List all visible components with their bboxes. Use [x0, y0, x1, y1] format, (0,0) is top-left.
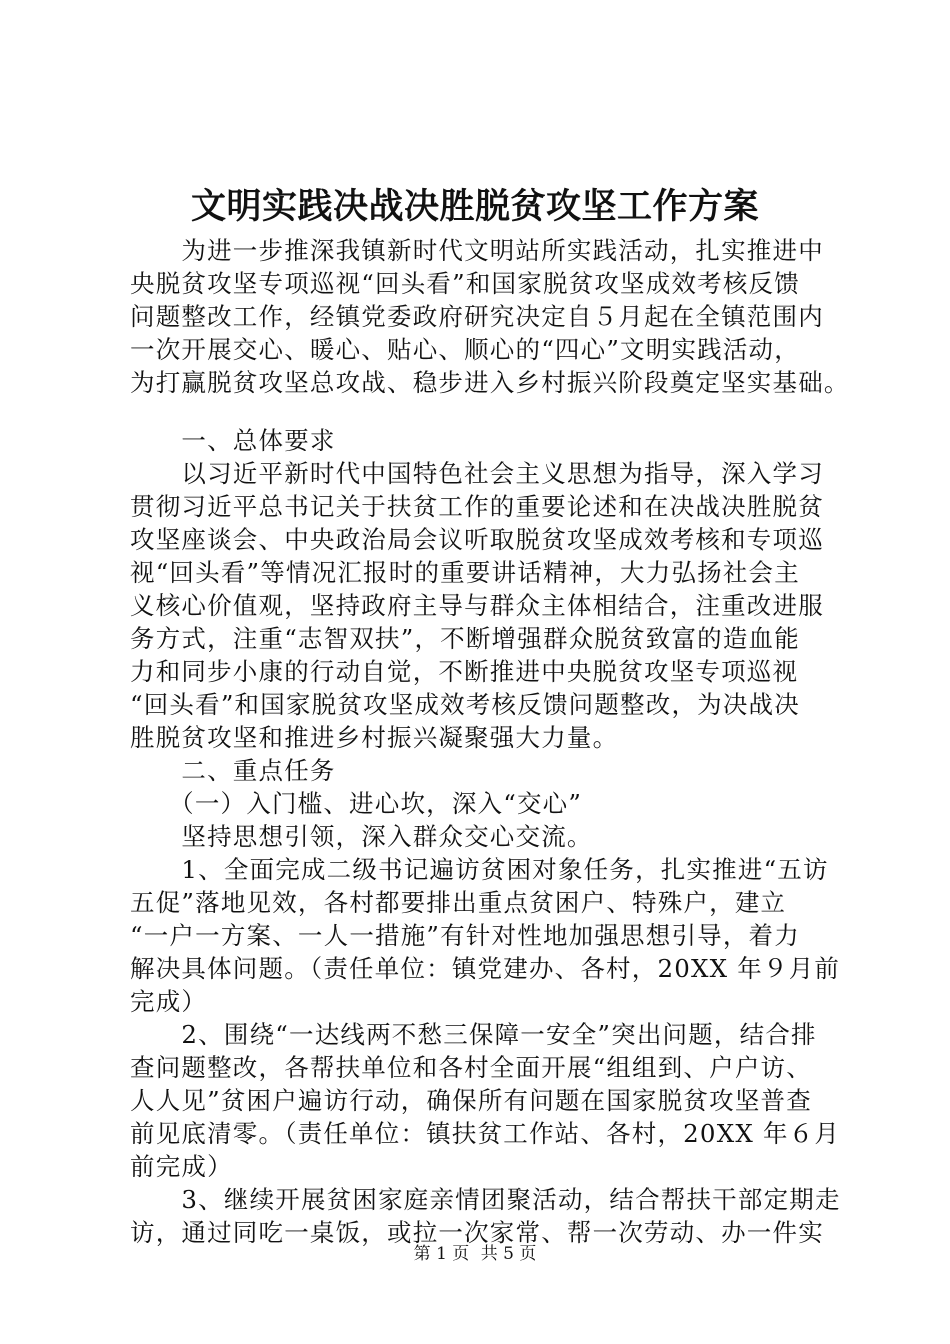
text-line: 访，通过同吃一桌饭，或拉一次家常、帮一次劳动、办一件实: [130, 1218, 824, 1247]
blank-line: [130, 399, 840, 424]
text-line: 央脱贫攻坚专项巡视“回头看”和国家脱贫攻坚成效考核反馈: [130, 269, 800, 298]
page-footer: [0, 1242, 950, 1266]
text-line: 一次开展交心、暖心、贴心、顺心的“四心”文明实践活动，: [130, 335, 800, 364]
text-line: 胜脱贫攻坚和推进乡村振兴凝聚强大力量。: [130, 723, 619, 752]
text-line: 视“回头看”等情况汇报时的重要讲话精神，大力弘扬社会主: [130, 558, 800, 587]
text-line: 务方式，注重“志智双扶”，不断增强群众脱贫致富的造血能: [130, 624, 800, 653]
text-line: 二、重点任务: [130, 756, 336, 785]
text-line: “一户一方案、一人一措施”有针对性地加强思想引导，着力: [130, 921, 800, 950]
text-line: 完成）: [130, 987, 208, 1016]
text-line: 攻坚座谈会、中央政治局会议听取脱贫攻坚成效考核和专项巡: [130, 525, 824, 554]
text-line: 3、继续开展贫困家庭亲情团聚活动，结合帮扶干部定期走: [130, 1185, 841, 1214]
text-line: 1、全面完成二级书记遍访贫困对象任务，扎实推进“五访: [130, 855, 829, 884]
text-line: “回头看”和国家脱贫攻坚成效考核反馈问题整改，为决战决: [130, 690, 800, 719]
text-line: 为进一步推深我镇新时代文明站所实践活动，扎实推进中: [130, 236, 824, 265]
text-line: 义核心价值观，坚持政府主导与群众主体相结合，注重改进服: [130, 591, 824, 620]
text-line: 前完成）: [130, 1152, 233, 1181]
text-line: 2、围绕“一达线两不愁三保障一安全”突出问题，结合排: [130, 1020, 817, 1049]
text-line: 坚持思想引领，深入群众交心交流。: [130, 822, 593, 851]
text-line: 五促”落地见效，各村都要排出重点贫困户、特殊户，建立: [130, 888, 787, 917]
text-line: 一、总体要求: [130, 426, 336, 455]
text-line: 解决具体问题。（责任单位：镇党建办、各村，20XX 年９月前: [130, 954, 841, 983]
text-line: 以习近平新时代中国特色社会主义思想为指导，深入学习: [130, 459, 824, 488]
text-line: 问题整改工作，经镇党委政府研究决定自５月起在全镇范围内: [130, 302, 824, 331]
text-line: 查问题整改，各帮扶单位和各村全面开展“组组到、户户访、: [130, 1053, 812, 1082]
text-line: 人人见”贫困户遍访行动，确保所有问题在国家脱贫攻坚普查: [130, 1086, 812, 1115]
page-total: 共 5 页: [480, 1244, 537, 1264]
text-line: （一）入门槛、进心坎，深入“交心”: [130, 789, 583, 818]
text-line: 为打赢脱贫攻坚总攻战、稳步进入乡村振兴阶段奠定坚实基础。: [130, 368, 850, 397]
text-line: 力和同步小康的行动自觉，不断推进中央脱贫攻坚专项巡视: [130, 657, 799, 686]
text-line: 贯彻习近平总书记关于扶贫工作的重要论述和在决战决胜脱贫: [130, 492, 824, 521]
document-title: 文明实践决战决胜脱贫攻坚工作方案: [190, 186, 759, 227]
text-line: 前见底清零。（责任单位：镇扶贫工作站、各村，20XX 年６月: [130, 1119, 841, 1148]
page-number: 第 1 页: [413, 1244, 470, 1264]
document-body: [130, 234, 850, 1249]
